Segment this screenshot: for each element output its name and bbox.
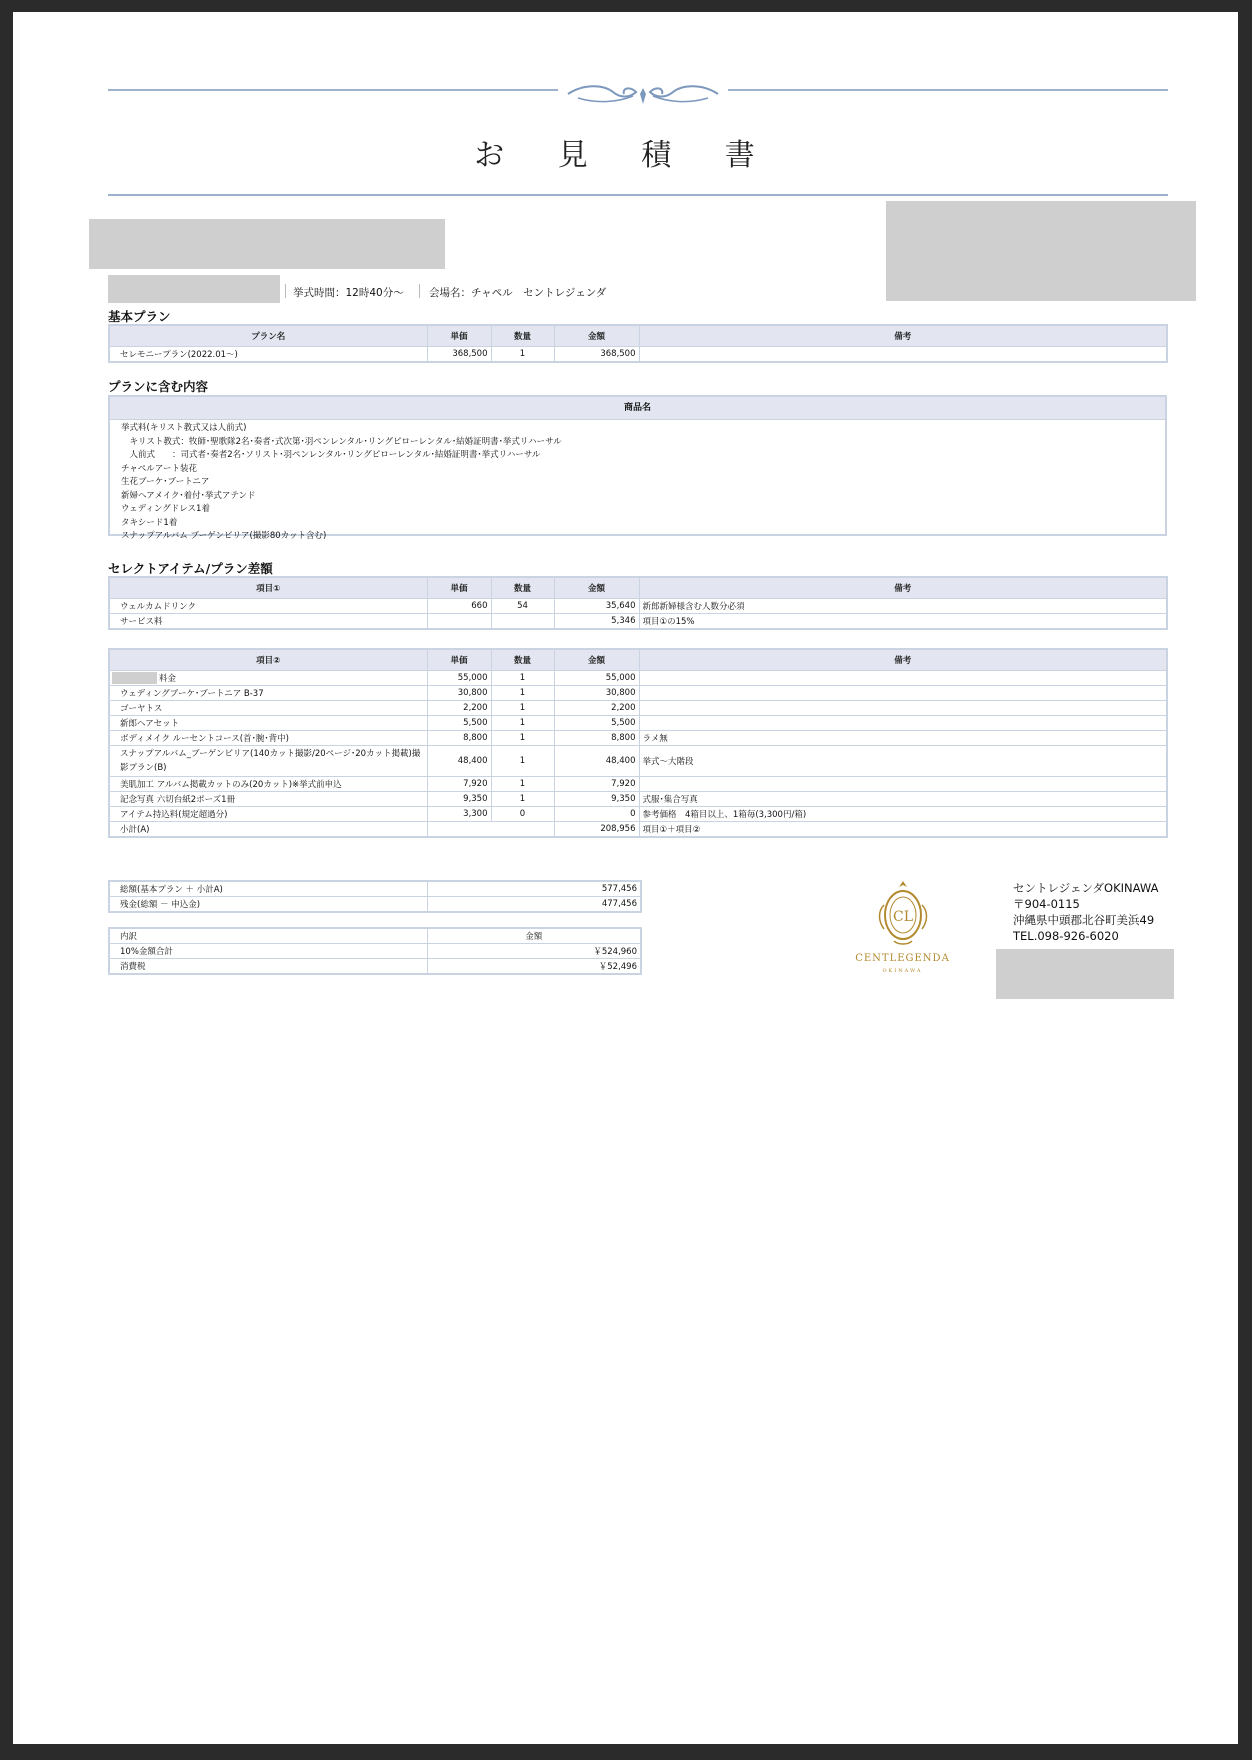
info-divider — [419, 284, 420, 298]
logo-wordmark: CENTLEGENDA — [855, 953, 950, 964]
col-plan-name: プラン名 — [109, 325, 427, 347]
top-rule-left — [108, 89, 558, 91]
table-row: ウェディングブーケ･ブートニア B-37 30,800 1 30,800 — [109, 686, 1167, 701]
breakdown-table — [108, 927, 642, 975]
col-amount: 金額 — [554, 649, 639, 671]
table-row: サービス料 5,346 項目①の15% — [109, 614, 1167, 630]
table-row: 料金 55,000 1 55,000 — [109, 671, 1167, 686]
title-underline — [108, 194, 1168, 196]
section-basic-plan: 基本プラン — [108, 309, 171, 324]
list-item: キリスト教式：牧師･聖歌隊2名･奏者･式次第･羽ペンレンタル･リングピローレンタル･結婚証明書･挙式リハーサル — [121, 436, 562, 447]
table-row: スナップアルバム_ブーゲンビリア(140カット撮影/20ページ･20カット掲載)撮 影プラン(B) 48,400 1 48,400 挙式～大階段 — [109, 746, 1167, 777]
select-items-table-2 — [108, 648, 1168, 838]
table-row: 10%金額合計 ￥524,960 — [109, 944, 641, 959]
col-unit-price: 単価 — [427, 577, 491, 599]
list-item: タキシード1着 — [121, 517, 178, 528]
col-remarks: 備考 — [639, 325, 1167, 347]
redacted-block-right — [886, 201, 1196, 301]
multiline-item: スナップアルバム_ブーゲンビリア(140カット撮影/20ページ･20カット掲載)撮 影プラン(B) — [120, 749, 421, 773]
table-row: 総額(基本プラン ＋ 小計A) 577,456 — [109, 881, 641, 897]
list-item: スナップアルバム ブーゲンビリア(撮影80カット含む) — [121, 531, 327, 541]
table-row: 新郎ヘアセット 5,500 1 5,500 — [109, 716, 1167, 731]
col-unit-price: 単価 — [427, 325, 491, 347]
company-tel: TEL.098-926-6020 — [1013, 929, 1119, 943]
select-items-table-1 — [108, 576, 1168, 630]
list-item: ウェディングドレス1着 — [121, 504, 210, 514]
col-remarks: 備考 — [639, 649, 1167, 671]
redacted-item-name — [112, 672, 157, 684]
top-rule-right — [728, 89, 1168, 91]
table-row: アイテム持込料(規定超過分) 3,300 0 0 参考価格 4箱目以上、1箱毎(3,300円/箱) — [109, 807, 1167, 822]
col-product-name: 商品名 — [110, 397, 1165, 420]
col-item: 項目② — [109, 649, 427, 671]
col-unit-price: 単価 — [427, 649, 491, 671]
section-plan-contents: プランに含む内容 — [108, 379, 209, 394]
logo-monogram: CL — [892, 909, 914, 925]
ornament-flourish-icon — [558, 80, 728, 110]
basic-plan-table — [108, 324, 1168, 363]
list-item: 生花ブーケ･ブートニア — [121, 477, 210, 487]
table-row: 残金(総額 － 申込金) 477,456 — [109, 897, 641, 913]
estimate-page — [13, 12, 1238, 1744]
venue-name: 会場名：チャペル セントレジェンダ — [429, 287, 607, 299]
list-item: 人前式 ：司式者･奏者2名･ソリスト･羽ペンレンタル･リングピローレンタル･結婚証明書･挙式リハーサル — [121, 450, 541, 460]
col-item: 項目① — [109, 577, 427, 599]
section-select-items: セレクトアイテム/プラン差額 — [108, 561, 273, 576]
table-row: ゴーヤトス 2,200 1 2,200 — [109, 701, 1167, 716]
table-row: ウェルカムドリンク 660 54 35,640 新郎新婦様含む人数分必須 — [109, 599, 1167, 614]
company-postal: 〒904-0115 — [1013, 897, 1080, 911]
centlegenda-crest-icon — [876, 877, 930, 953]
table-row: セレモニープラン(2022.01〜) 368,500 1 368,500 — [109, 347, 1167, 363]
company-block — [1013, 880, 1158, 944]
info-divider — [285, 284, 286, 298]
col-amount: 金額 — [554, 577, 639, 599]
list-item: チャペルアート装花 — [121, 463, 197, 474]
plan-contents-table — [108, 395, 1167, 541]
table-row: 記念写真 六切台紙2ポーズ1冊 9,350 1 9,350 式服･集合写真 — [109, 792, 1167, 807]
redacted-recipient — [89, 219, 445, 269]
logo-subtext: OKINAWA — [882, 968, 923, 974]
table-row: ボディメイク ルーセントコース(首･腕･背中) 8,800 1 8,800 ラメ無 — [109, 731, 1167, 746]
col-quantity: 数量 — [491, 325, 554, 347]
company-name: セントレジェンダOKINAWA — [1013, 881, 1159, 895]
col-amount: 金額 — [554, 325, 639, 347]
col-quantity: 数量 — [491, 649, 554, 671]
table-row: 美肌加工 アルバム掲載カットのみ(20カット)※挙式前申込 7,920 1 7,920 — [109, 777, 1167, 792]
list-item: 挙式料(キリスト教式又は人前式) — [121, 423, 247, 433]
ceremony-time: 挙式時間：12時40分〜 — [293, 287, 404, 299]
redacted-stamp — [996, 949, 1174, 999]
redacted-date — [108, 275, 280, 303]
table-row: 内訳 金額 — [109, 928, 641, 944]
table-row: 消費税 ￥52,496 — [109, 959, 641, 975]
col-remarks: 備考 — [639, 577, 1167, 599]
company-address: 沖縄県中頭郡北谷町美浜49 — [1013, 913, 1155, 927]
document-title: お 見 積 書 — [474, 138, 777, 173]
list-item: 新婦ヘアメイク･着付･挙式アテンド — [121, 490, 256, 501]
col-quantity: 数量 — [491, 577, 554, 599]
subtotal-row: 小計(A) 208,956 項目①＋項目② — [109, 822, 1167, 838]
totals-table — [108, 880, 642, 913]
